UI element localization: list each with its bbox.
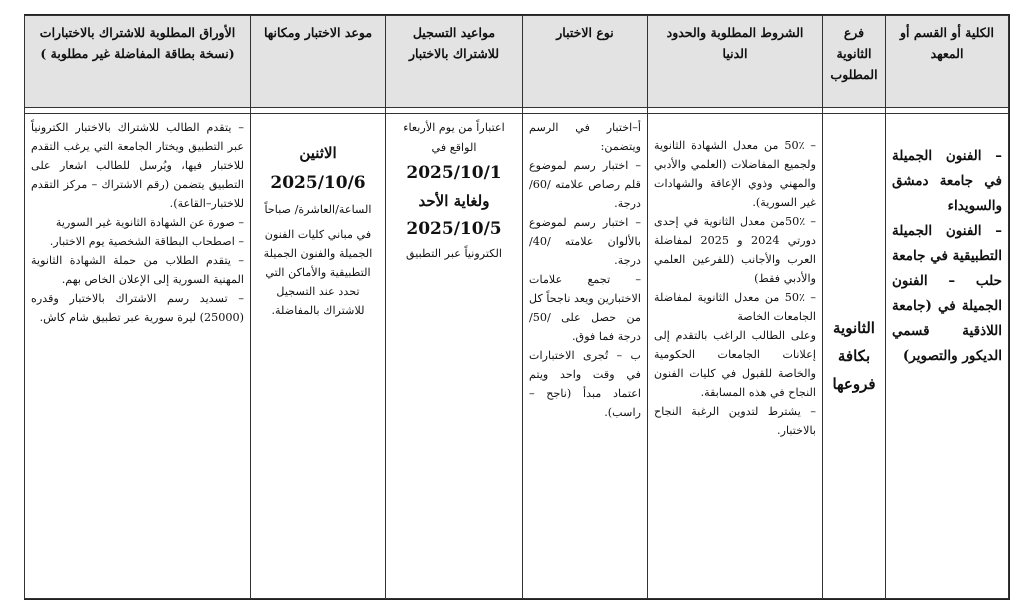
admission-table	[24, 15, 1009, 599]
paper-item: – تسديد رسم الاشتراك بالاختبار وقدره (25000) ليرة سورية عبر تطبيق شام كاش.	[31, 292, 244, 324]
header-test-type: نوع الاختبار	[523, 16, 648, 108]
test-day: الاثنين	[299, 144, 337, 162]
registration-until: ولغاية الأحد	[418, 192, 490, 210]
header-test-time: موعد الاختبار ومكانها	[251, 16, 386, 108]
condition-item: وعلى الطالب الراغب بالتقدم إلى إعلانات الجامعات الحكومية والخاصة للقبول في كليات الفنون النجاح في هذه المسابقة.	[654, 329, 816, 399]
test-place: في مباني كليات الفنون الجميلة والفنون الجميلة التطبيقية والأماكن التي تحدد عند التسجيل للاشتراك بالمفاضلة.	[263, 228, 373, 317]
cell-conditions	[648, 114, 823, 599]
registration-date-to: 2025/10/5	[406, 219, 502, 239]
cell-faculty	[886, 114, 1009, 599]
test-type-item: – اختبار رسم لموضوع بالألوان علامته /40/ درجة.	[529, 216, 641, 267]
test-type-item: أ–اختبار في الرسم ويتضمن:	[529, 121, 641, 153]
header-papers: الأوراق المطلوبة للاشتراك بالاختبارات (نسخة بطاقة المفاضلة غير مطلوبة )	[25, 16, 251, 108]
test-type-item: – تجمع علامات الاختبارين ويعد ناجحاً كل من حصل على /50/ درجة فما فوق.	[529, 273, 641, 343]
header-conditions: الشروط المطلوبة والحدود الدنيا	[648, 16, 823, 108]
header-faculty: الكلية أو القسم أو المعهد	[886, 16, 1009, 108]
cell-test-type	[523, 114, 648, 599]
cell-branch	[823, 114, 886, 599]
test-type-item: ب – تُجرى الاختبارات في وقت واحد ويتم اعتماد مبدأ (ناجح – راسب).	[529, 349, 641, 419]
paper-item: – اصطحاب البطاقة الشخصية يوم الاختبار.	[49, 235, 244, 248]
faculty-line: – الفنون الجميلة التطبيقية في جامعة حلب – الفنون الجميلة في (جامعة اللاذقية قسمي الديكور والتصوير)	[892, 223, 1002, 364]
cell-registration	[386, 114, 523, 599]
paper-item: – يتقدم الطلاب من حملة الشهادة الثانوية المهنية السورية إلى الإعلان الخاص بهم.	[31, 254, 244, 286]
registration-intro: اعتباراً من يوم الأربعاء الواقع في	[403, 121, 505, 154]
paper-item: – يتقدم الطالب للاشتراك بالاختبار الكترونياً عبر التطبيق ويختار الجامعة التي يرغب التقدم للاختبار فيها، ويُرسل للطالب اشعار على التطبيق يتضمن (رقم الاشتراك – مركز التقدم للاختبار–القاعة).	[31, 121, 244, 210]
faculty-line: – الفنون الجميلة في جامعة دمشق والسويداء	[892, 148, 1002, 214]
test-date: 2025/10/6	[270, 173, 366, 193]
paper-item: – صورة عن الشهادة الثانوية غير السورية	[55, 216, 244, 229]
condition-item: – 50٪ من معدل الثانوية لمفاضلة الجامعات الخاصة	[654, 291, 816, 323]
cell-papers	[25, 114, 251, 599]
branch-line: بكافة	[837, 347, 871, 365]
table-row	[25, 114, 1009, 599]
condition-item: – يشترط لتدوين الرغبة النجاح بالاختبار.	[654, 405, 816, 437]
test-hour: الساعة/العاشرة/ صباحاً	[264, 203, 372, 216]
header-branch: فرع الثانوية المطلوب	[823, 16, 886, 108]
cell-test-time	[251, 114, 386, 599]
test-type-item: – اختبار رسم لموضوع قلم رصاص علامته /60/ درجة.	[529, 159, 641, 210]
header-row	[25, 16, 1009, 108]
condition-item: – 50٪من معدل الثانوية في إحدى دورتي 2024 و 2025 لمفاضلة العرب والأجانب (للفرعين العلمي والأدبي فقط)	[654, 215, 817, 285]
branch-line: فروعها	[832, 375, 876, 393]
registration-via: الكترونياً عبر التطبيق	[405, 247, 503, 260]
header-registration: مواعيد التسجيل للاشتراك بالاختبار	[386, 16, 523, 108]
condition-item: – 50٪ من معدل الشهادة الثانوية ولجميع المفاضلات (العلمي والأدبي والمهني وذوي الإعاقة والشهادات غير السورية).	[654, 139, 816, 209]
branch-line: الثانوية	[833, 319, 875, 337]
admission-table-document	[24, 14, 1010, 600]
registration-date-from: 2025/10/1	[406, 163, 502, 183]
